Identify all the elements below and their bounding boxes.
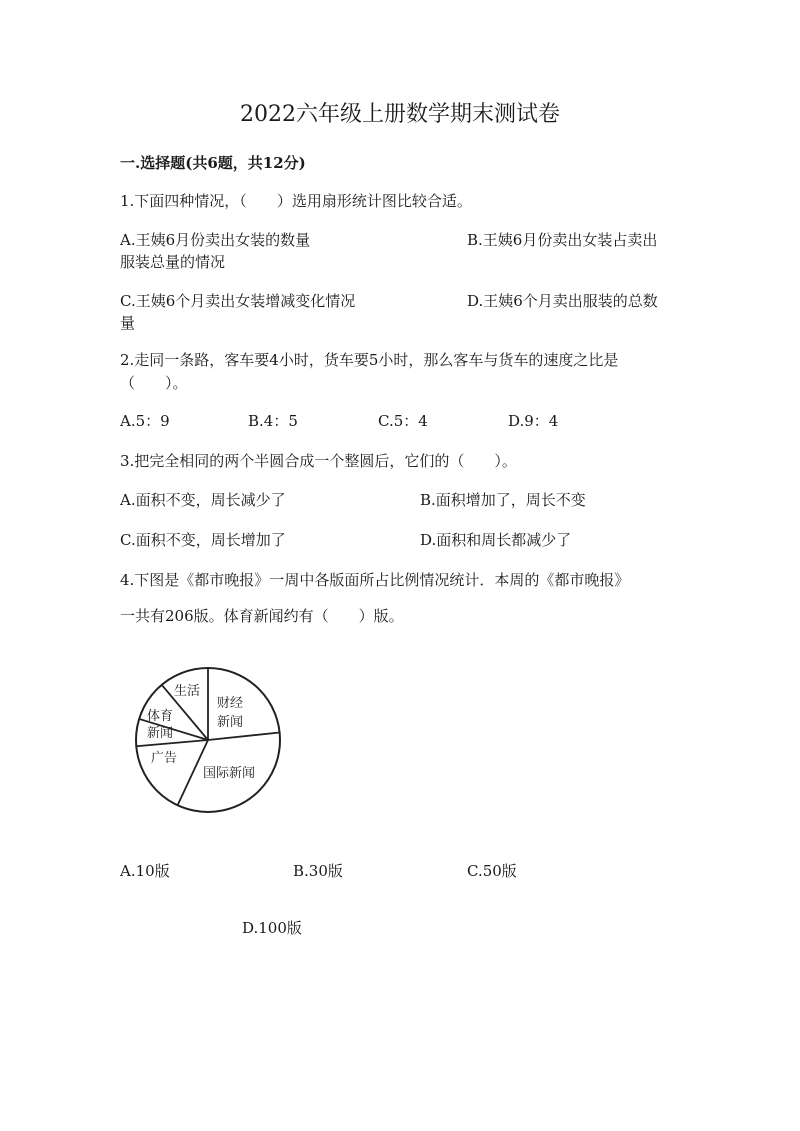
page-title: 2022六年级上册数学期末测试卷	[240, 102, 560, 127]
pie-label-international: 国际新闻	[203, 766, 256, 781]
newspaper-pie-figure	[128, 668, 288, 828]
pie-divider-2	[208, 732, 280, 740]
q3-option-b: B.面积增加了，周长不变	[420, 491, 586, 509]
q2-option-d: D.9：4	[508, 412, 559, 430]
pie-label-sports-2: 新闻	[147, 726, 174, 741]
question-2-stem-line2: （ ）。	[120, 374, 188, 392]
pie-label-ads: 广告	[151, 751, 178, 766]
question-4-stem-line1: 4.下图是《都市晚报》一周中各版面所占比例情况统计．本周的《都市晚报》	[120, 571, 630, 589]
q3-option-c: C.面积不变，周长增加了	[120, 531, 286, 549]
q2-option-a: A.5：9	[120, 412, 170, 430]
q3-option-d: D.面积和周长都减少了	[420, 531, 572, 549]
question-3-stem: 3.把完全相同的两个半圆合成一个整圆后，它们的（ ）。	[120, 452, 517, 470]
question-2-stem-line1: 2.走同一条路，客车要4小时，货车要5小时，那么客车与货车的速度之比是	[120, 351, 619, 369]
q1-option-a-line2: 服装总量的情况	[120, 253, 226, 271]
question-4-stem-line2: 一共有206版。体育新闻约有（ ）版。	[120, 607, 404, 625]
q4-option-d: D.100版	[242, 919, 302, 937]
q2-option-c: C.5：4	[378, 412, 428, 430]
q1-option-d: D.王姨6个月卖出服装的总数	[467, 292, 658, 310]
question-1-stem: 1.下面四种情况，（ ）选用扇形统计图比较合适。	[120, 192, 472, 210]
q3-option-a: A.面积不变，周长减少了	[120, 491, 286, 509]
q4-option-b: B.30版	[293, 862, 343, 880]
pie-label-life: 生活	[174, 684, 201, 699]
q1-option-a-line1: A.王姨6月份卖出女装的数量	[120, 231, 311, 249]
q4-option-a: A.10版	[120, 862, 170, 880]
pie-label-finance-1: 财经	[217, 696, 244, 711]
q4-option-c: C.50版	[467, 862, 517, 880]
pie-chart	[128, 668, 288, 828]
q1-option-b: B.王姨6月份卖出女装占卖出	[467, 231, 658, 249]
q1-option-c-line2: 量	[120, 314, 136, 332]
q2-option-b: B.4：5	[248, 412, 298, 430]
q1-option-c-line1: C.王姨6个月卖出女装增减变化情况	[120, 292, 356, 310]
pie-label-sports-1: 体育	[147, 709, 174, 724]
pie-label-finance-2: 新闻	[217, 715, 244, 730]
section-heading: 一.选择题(共6题，共12分)	[120, 154, 306, 172]
